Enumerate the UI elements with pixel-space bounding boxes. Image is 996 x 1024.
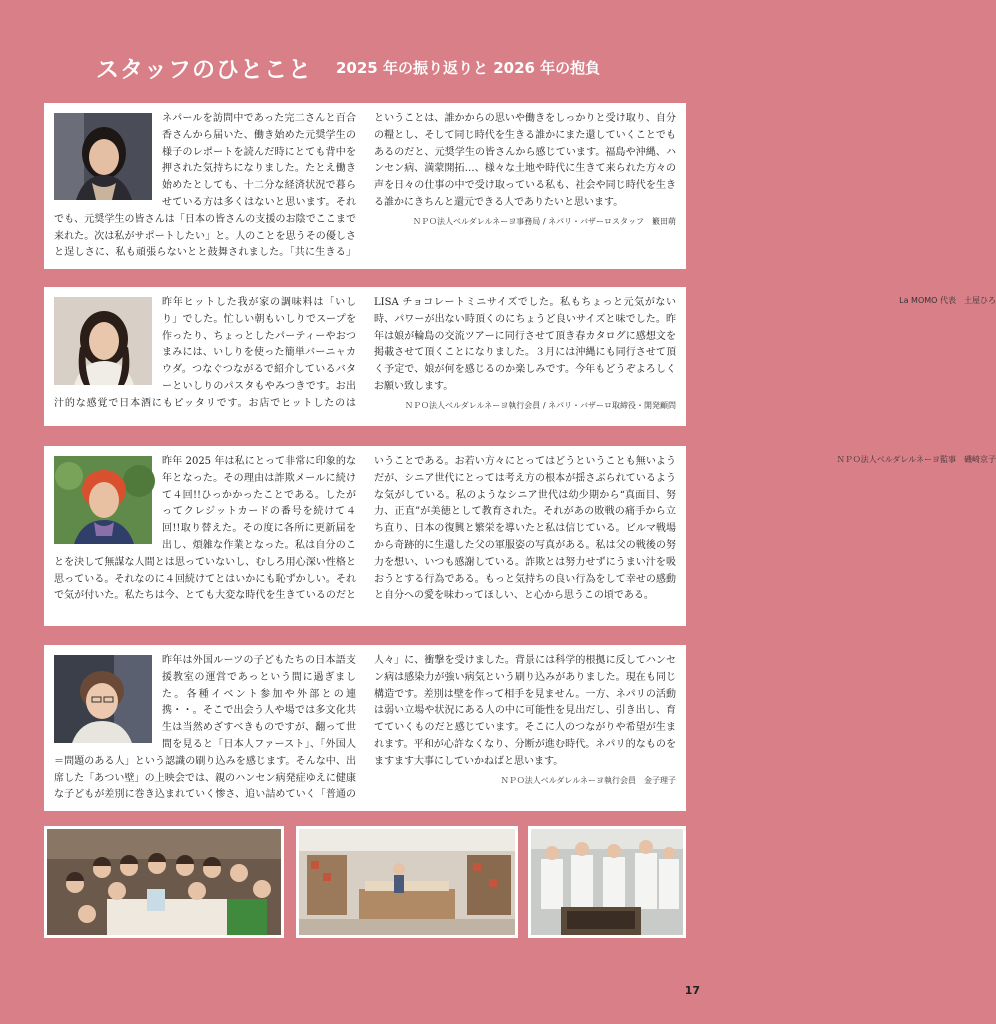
card-body-1: ネパールを訪問中であった完二さんと百合香さんから届いた、働き始めた元奨学生の様子のレポートを読んだ時にとても背中を押された気持ちになりました。たとえ働き始めたとしても、十二分な経済状況で暮らせている方は多くはないと思います。それでも、元奨学生の皆さんは「日本の皆さんの支援のお陰でここまで来れた。次は私がサポートしたい」と。人のことを思うその優しさと逞しさに、私も頑張らないとと鼓舞されました。「共に生きる」ということは、誰かからの思いや働きをしっかりと受け取り、自分の糧とし、そして同じ時代を生きる誰かにまた還していくことでもあるのだと、元奨学生の皆さんから感じています。福島や沖縄、ハンセン病、満蒙開拓…、様々な土地や時代に生きて来られた方々の声を日々の仕事の中で受け取っている私も、社会や同じ時代を生きる誰かにきちんと還元できる人でありたいと思います。 bbox=[54, 113, 676, 259]
staff-photo-2 bbox=[54, 297, 152, 385]
group-photo bbox=[44, 826, 284, 938]
card-body-4: 昨年は外国ルーツの子どもたちの日本語支援教室の運営であっという間に過ぎました。各種イベント参加や外部との連携・・。そこで出会う人や場では多文化共生は当然めざすべきものですが、翻って世間を見ると「日本人ファースト」、「外国人＝問題のある人」という認識の刷り込みを感じます。そんな中、出席した「あつい壁」の上映会では、親のハンセン病発症ゆえに健康な子どもが差別に巻き込まれていく惨さ、追い詰めていく「普通の人々」に、衝撃を受けました。背景には科学的根拠に反してハンセン病は感染力が強い病気という刷り込みがありました。現在も同じ構造です。差別は壁を作って相手を見ません。一方、ネパリの活動は弱い立場や状況にある人の中に可能性を見出だし、引き出し、育てていくものだと感じています。そこに人のつながりや希望が生まれます。平和が心許なくなり、分断が進む時代。ネパリ的なものをますます大事にしていかねばと思います。 bbox=[54, 655, 676, 801]
card-signature-2: ＮＰＯ法人ベルダレルネーヨ執行会員 / ネパリ・バザーロ取締役・開発顧問 bbox=[405, 400, 676, 410]
staff-card-1 bbox=[44, 103, 686, 269]
page-number: 17 bbox=[684, 984, 700, 997]
card-body-3: 昨年 2025 年は私にとって非常に印象的な年となった。その理由は詐欺メールに続けて４回!!ひっかかったことである。したがってクレジットカードの番号を続けて４回!!取り替えた。その度に各所に更新届を出し、煩雑な作業となった。私は自分のことを決して無謀な人間とは思っていないし、むしろ用心深い性格と思っている。それなのに４回続けてとはいかにも恥ずかしい。それで気が付いた。私たちは今、とても大変な時代を生きているのだということである。お若い方々にとってはどうということも無いようだが、シニア世代にとっては考え方の根本が揺さぶられているような気がしている。私のようなシニア世代は幼少期から“真面目、努力、正直”が美徳として教育された。それがあの敗戦の痛手から立ち直り、日本の復興と繁栄を導いたと私は信じている。ビルマ戦場から奇跡的に生還した父の軍服姿の写真がある。私は父の戦後の努力を想い、いつも感謝している。詐欺とは努力せずにうまい汁を吸おうとする行為である。もっと気持ちの良い行為をして幸せの感動と自分への愛を味わってほしい、と心から思うこの頃である。 bbox=[54, 456, 676, 602]
card-signature-1: ＮＰＯ法人ベルダレルネーヨ事務局 / ネパリ・バザーロスタッフ 籔田萌 bbox=[413, 216, 676, 226]
page-subtitle: 2025 年の振り返りと 2026 年の抱負 bbox=[336, 58, 601, 77]
staff-card-4 bbox=[44, 645, 686, 811]
page-title: スタッフのひとこと bbox=[96, 56, 312, 83]
card-signature-2b: La MOMO 代表 土屋ひろ bbox=[899, 296, 996, 305]
card-body-2: 昨年ヒットした我が家の調味料は「いしり」でした。忙しい朝もいしりでスープを作ったり、ちょっとしたパーティーやおつまみには、いしりを使った簡単バーニャカウダ。つなぐつながるで紹介しているバターといしりのパスタもやみつきです。お出汁的な感覚で日本酒にもピッタリです。お店でヒットしたのは LISA チョコレートミニサイズでした。私もちょっと元気がない時、パワーが出ない時頂くのにちょうど良いサイズと味でした。昨年は娘が輪島の交流ツアーに同行させて頂き春カタログに感想文を掲載させて頂くことになりました。３月には沖縄にも同行させて頂く予定で、娘が何を感じるのか楽しみです。今年もどうぞよろしくお願い致します。 bbox=[54, 297, 676, 409]
staff-card-2 bbox=[44, 287, 996, 426]
staff-photo-4 bbox=[54, 655, 152, 743]
staff-photo-1 bbox=[54, 113, 152, 200]
card-signature-3: ＮＰＯ法人ベルダレルネーヨ監事 磯崎京子 bbox=[836, 455, 996, 464]
shop-photo bbox=[296, 826, 518, 938]
staff-card-3 bbox=[44, 446, 996, 626]
card-signature-4: ＮＰＯ法人ベルダレルネーヨ執行会員 金子理子 bbox=[500, 775, 676, 785]
staff-photo-3 bbox=[54, 456, 152, 544]
page-header bbox=[96, 50, 600, 84]
workshop-photo bbox=[528, 826, 686, 938]
